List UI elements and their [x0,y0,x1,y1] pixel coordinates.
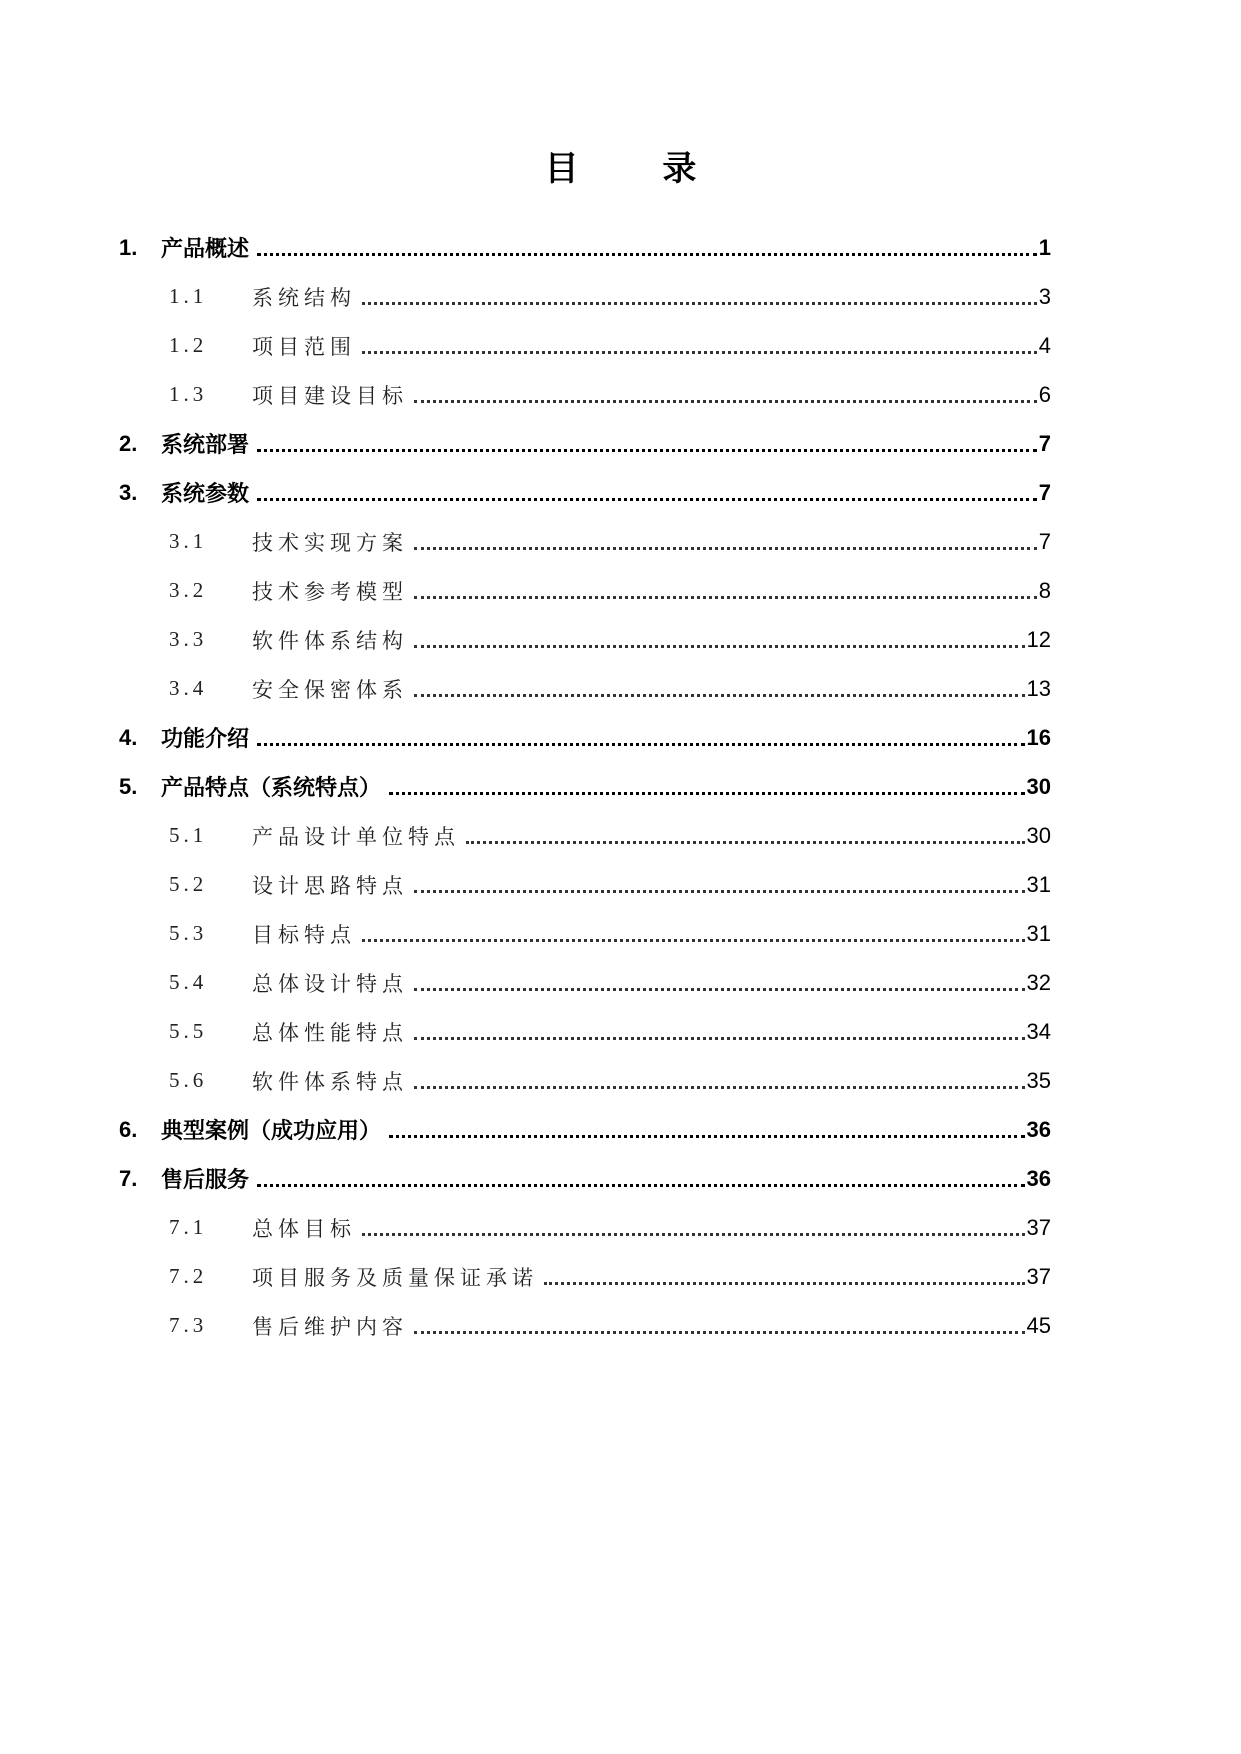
dot-leader [414,890,1025,893]
toc-entry-number: 4. [119,724,138,750]
toc-entry[interactable] [119,1105,1051,1154]
dot-leader [414,1086,1025,1089]
toc-entry-number: 6. [119,1116,138,1142]
toc-entry-page: 8 [1038,577,1051,603]
dot-leader [544,1282,1025,1285]
toc-entry[interactable] [119,1203,1051,1252]
dot-leader [414,645,1025,648]
toc-entry-page: 7 [1038,430,1051,456]
toc-entry[interactable] [119,1007,1051,1056]
toc-entry-page: 31 [1026,871,1051,897]
toc-entry-label: 典型案例（成功应用） [161,1119,382,1144]
page-title: 目 录 [544,149,733,189]
toc-entry-label: 功能介绍 [161,727,250,752]
toc-entry-label: 产品特点（系统特点） [161,776,382,801]
toc-entry[interactable] [119,1154,1051,1203]
toc-entry-number: 3.3 [169,627,208,651]
dot-leader [466,841,1025,844]
dot-leader [414,988,1025,991]
dot-leader [362,351,1037,354]
toc-entry[interactable] [119,762,1051,811]
toc-entry-label: 项目范围 [252,334,356,359]
toc-entry-label: 产品设计单位特点 [252,824,460,849]
dot-leader [389,1135,1025,1138]
toc-entry-label: 安全保密体系 [252,677,408,702]
dot-leader [257,449,1037,452]
toc-entry-page: 32 [1026,969,1051,995]
dot-leader [414,694,1025,697]
dot-leader [414,400,1037,403]
toc-entry[interactable] [119,615,1051,664]
toc-entry[interactable] [119,664,1051,713]
toc-entry-number: 1.3 [169,382,208,406]
toc-entry-number: 3.1 [169,529,208,553]
toc-entry-number: 7.1 [169,1215,208,1239]
toc-entry[interactable] [119,468,1051,517]
dot-leader [257,253,1037,256]
dot-leader [414,596,1037,599]
toc-entry-page: 35 [1026,1067,1051,1093]
toc-entry-label: 系统部署 [161,433,250,458]
toc-entry-page: 7 [1038,479,1051,505]
toc-entry-label: 软件体系特点 [252,1069,408,1094]
table-of-contents [119,223,1051,1350]
toc-entry-label: 总体性能特点 [252,1020,408,1045]
toc-entry-number: 3. [119,479,138,505]
toc-entry-label: 目标特点 [252,922,356,947]
toc-entry-page: 36 [1026,1165,1051,1191]
toc-entry-label: 产品概述 [161,237,250,262]
toc-entry[interactable] [119,713,1051,762]
toc-entry-number: 7.3 [169,1313,208,1337]
dot-leader [257,1184,1025,1187]
toc-entry-page: 4 [1038,332,1051,358]
toc-entry-label: 项目建设目标 [252,383,408,408]
toc-entry[interactable] [119,370,1051,419]
toc-entry-number: 7.2 [169,1264,208,1288]
toc-entry-number: 5. [119,773,138,799]
toc-entry-page: 45 [1026,1312,1051,1338]
toc-entry-number: 1. [119,234,138,260]
toc-entry-label: 总体目标 [252,1216,356,1241]
toc-entry-label: 软件体系结构 [252,628,408,653]
toc-entry-number: 5.3 [169,921,208,945]
toc-entry[interactable] [119,958,1051,1007]
toc-entry-page: 7 [1038,528,1051,554]
toc-entry-page: 37 [1026,1214,1051,1240]
toc-entry-number: 5.6 [169,1068,208,1092]
dot-leader [414,547,1037,550]
dot-leader [362,302,1037,305]
toc-entry[interactable] [119,321,1051,370]
toc-entry-label: 设计思路特点 [252,873,408,898]
toc-entry-number: 1.2 [169,333,208,357]
toc-entry-page: 31 [1026,920,1051,946]
toc-entry-label: 系统参数 [161,482,250,507]
toc-entry[interactable] [119,517,1051,566]
toc-entry-page: 30 [1026,822,1051,848]
toc-entry[interactable] [119,811,1051,860]
toc-entry-page: 16 [1026,724,1051,750]
toc-entry-number: 5.5 [169,1019,208,1043]
toc-entry-page: 6 [1038,381,1051,407]
toc-entry-label: 售后服务 [161,1168,250,1193]
dot-leader [257,498,1037,501]
dot-leader [414,1037,1025,1040]
toc-entry-label: 技术参考模型 [252,579,408,604]
toc-entry-number: 5.2 [169,872,208,896]
dot-leader [414,1331,1025,1334]
toc-entry[interactable] [119,1301,1051,1350]
toc-entry-label: 系统结构 [252,285,356,310]
toc-entry[interactable] [119,1056,1051,1105]
dot-leader [257,743,1025,746]
toc-entry-page: 3 [1038,283,1051,309]
toc-entry[interactable] [119,909,1051,958]
toc-entry[interactable] [119,1252,1051,1301]
toc-entry-page: 12 [1026,626,1051,652]
toc-entry-page: 13 [1026,675,1051,701]
toc-entry-number: 1.1 [169,284,208,308]
toc-entry-page: 36 [1026,1116,1051,1142]
toc-entry-number: 2. [119,430,138,456]
dot-leader [362,939,1025,942]
dot-leader [389,792,1025,795]
toc-entry-page: 30 [1026,773,1051,799]
toc-entry-page: 1 [1038,234,1051,260]
toc-entry[interactable] [119,419,1051,468]
toc-entry-label: 总体设计特点 [252,971,408,996]
toc-entry[interactable] [119,272,1051,321]
toc-entry[interactable] [119,566,1051,615]
toc-entry[interactable] [119,223,1051,272]
toc-entry-label: 技术实现方案 [252,530,408,555]
toc-entry-number: 3.2 [169,578,208,602]
toc-entry-number: 5.4 [169,970,208,994]
toc-entry[interactable] [119,860,1051,909]
toc-entry-page: 34 [1026,1018,1051,1044]
toc-entry-label: 项目服务及质量保证承诺 [252,1265,538,1290]
toc-entry-number: 7. [119,1165,138,1191]
dot-leader [362,1233,1025,1236]
toc-entry-number: 5.1 [169,823,208,847]
toc-entry-page: 37 [1026,1263,1051,1289]
toc-entry-label: 售后维护内容 [252,1314,408,1339]
toc-entry-number: 3.4 [169,676,208,700]
